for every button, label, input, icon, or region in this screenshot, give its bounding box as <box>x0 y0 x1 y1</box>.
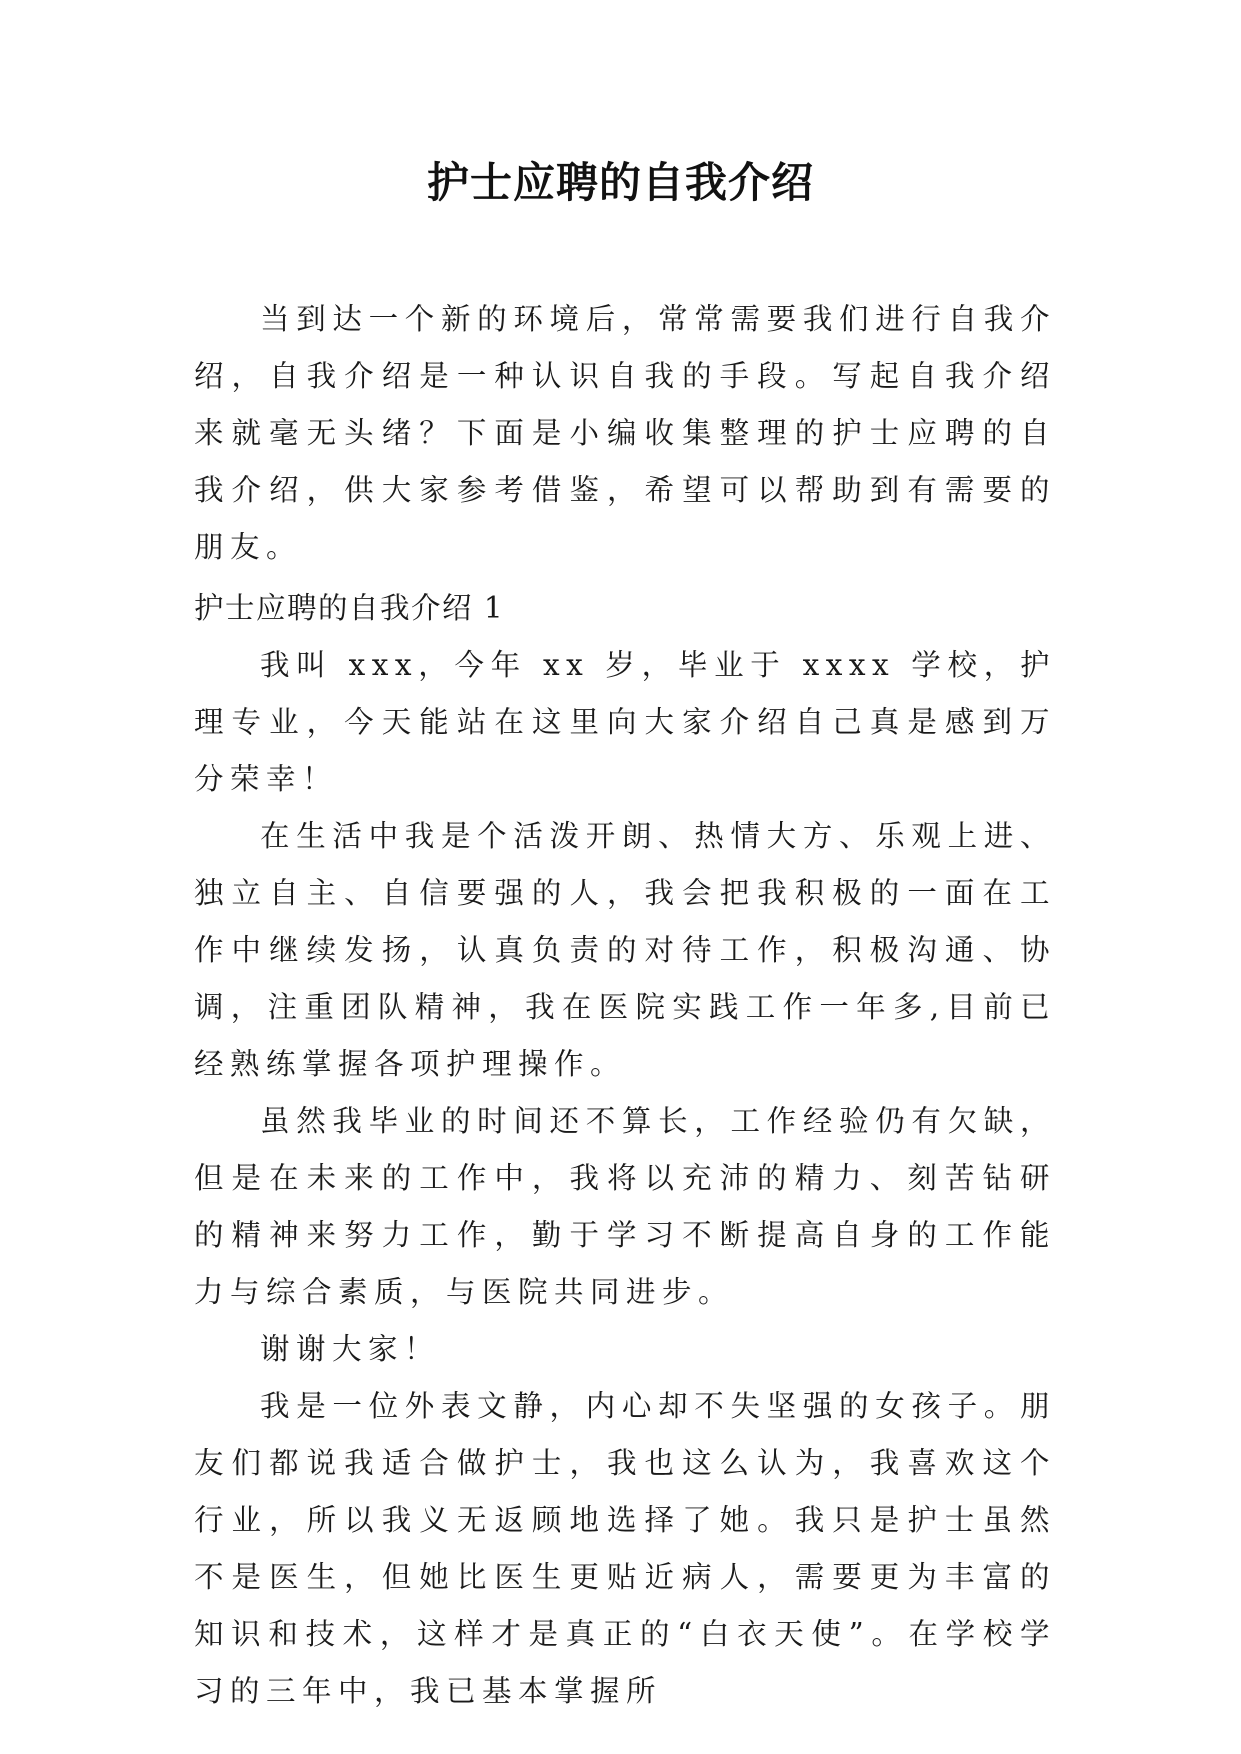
body-paragraph: 在生活中我是个活泼开朗、热情大方、乐观上进、独立自主、自信要强的人，我会把我积极的一面在工作中继续发扬，认真负责的对待工作，积极沟通、协调，注重团队精神，我在医院实践工作一年多,目前已经熟练掌握各项护理操作。 <box>194 819 1056 1081</box>
section-heading: 护士应聘的自我介绍 1 <box>194 591 505 625</box>
body-paragraph: 虽然我毕业的时间还不算长，工作经验仍有欠缺，但是在未来的工作中，我将以充沛的精力、刻苦钻研的精神来努力工作，勤于学习不断提高自身的工作能力与综合素质，与医院共同进步。 <box>194 1104 1056 1309</box>
intro-paragraph: 当到达一个新的环境后，常常需要我们进行自我介绍，自我介绍是一种认识自我的手段。写起自我介绍来就毫无头绪？下面是小编收集整理的护士应聘的自我介绍，供大家参考借鉴，希望可以帮助到有需要的朋友。 <box>194 302 1056 564</box>
body-paragraph: 我是一位外表文静，内心却不失坚强的女孩子。朋友们都说我适合做护士，我也这么认为，我喜欢这个行业，所以我义无返顾地选择了她。我只是护士虽然不是医生，但她比医生更贴近病人，需要更为丰富的知识和技术，这样才是真正的“白衣天使”。在学校学习的三年中，我已基本掌握所 <box>194 1389 1056 1708</box>
section-body <box>194 637 1056 1720</box>
body-paragraph: 我叫 xxx，今年 xx 岁，毕业于 xxxx 学校，护理专业，今天能站在这里向大家介绍自己真是感到万分荣幸！ <box>194 648 1056 796</box>
body-paragraph: 谢谢大家！ <box>260 1332 441 1366</box>
document-title: 护士应聘的自我介绍 <box>426 158 814 207</box>
